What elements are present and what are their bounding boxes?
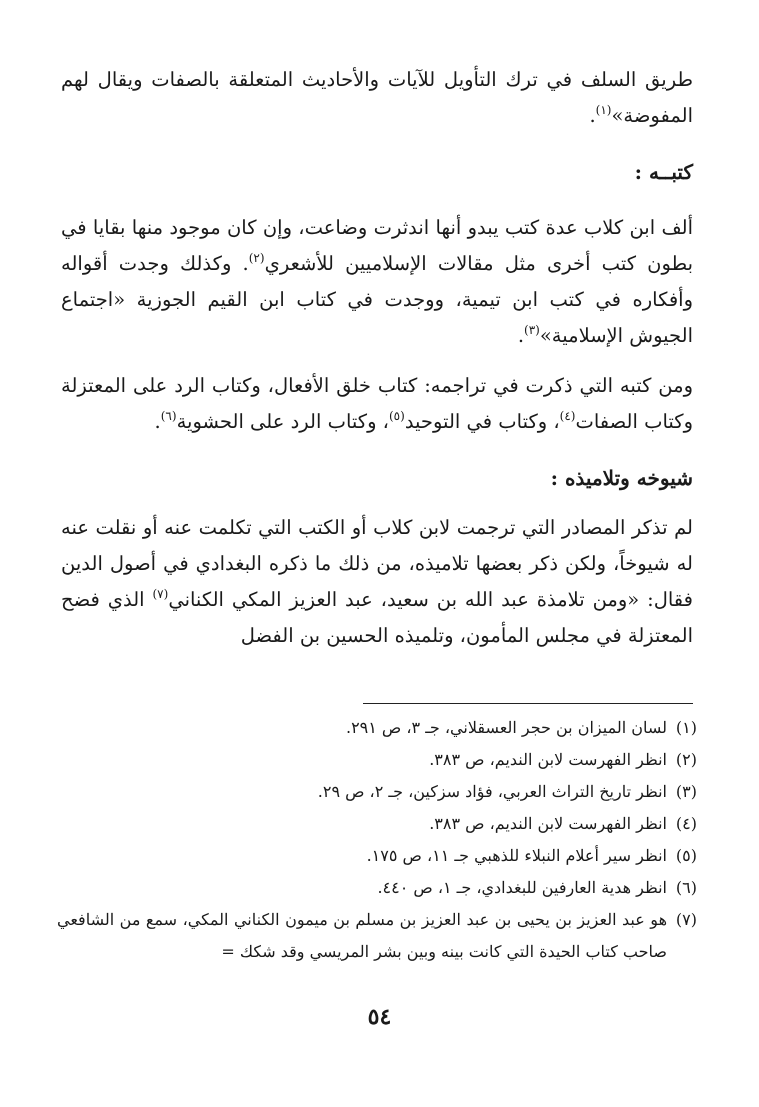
footnote-ref-3: (٣) <box>524 323 540 337</box>
footnote-ref-6: (٦) <box>160 409 177 423</box>
books-2-text-b: ، وكتاب في التوحيد <box>404 410 560 433</box>
teachers-text-a: لم تذكر المصادر التي ترجمت لابن كلاب أو الكتب التي تكلمت عنه أو نقلت عنه له شيوخاً، ولكن ذكر بعضها تلاميذه، من ذلك ما ذكره البغدادي في أصول الدين فقال: «ومن تلامذة عبد الله بن سعيد، عبد العزيز المكي الكناني <box>61 516 693 611</box>
books-1-text-b: . وكذلك وجدت أقواله وأفكاره في كتب ابن تيمية، ووجدت في كتاب ابن القيم الجوزية «اجتماع الجيوش الإسلامية» <box>61 252 693 347</box>
books-1-text-a: ألف ابن كلاب عدة كتب يبدو أنها اندثرت وضاعت، وإن كان موجود منها بقايا في بطون كتب أخرى مثل مقالات الإسلاميين للأشعري <box>61 216 693 275</box>
footnotes-section <box>57 712 697 968</box>
footnote-number: (٤) <box>675 814 697 833</box>
footnote-divider <box>363 703 693 704</box>
intro-text: طريق السلف في ترك التأويل للآيات والأحاديث المتعلقة بالصفات ويقال لهم المفوضة» <box>61 68 693 127</box>
books-2-end: . <box>154 410 161 433</box>
heading-teachers: شيوخه وتلاميذه : <box>550 466 693 490</box>
footnote-ref-7: (٧) <box>152 587 169 601</box>
footnote-ref-5: (٥) <box>388 409 405 423</box>
footnote-ref-2: (٢) <box>248 251 265 265</box>
books-2-text-c: ، وكتاب الرد على الحشوية <box>176 410 389 433</box>
footnote-3 <box>57 776 697 808</box>
footnote-ref-4: (٤) <box>559 409 576 423</box>
footnote-number: (٧) <box>675 910 697 929</box>
footnote-text: انظر الفهرست لابن النديم، ص ٣٨٣. <box>429 814 667 833</box>
footnote-7 <box>57 904 697 968</box>
intro-paragraph <box>61 62 693 134</box>
footnote-text: لسان الميزان بن حجر العسقلاني، جـ ٣، ص ٢٩١. <box>345 718 667 737</box>
heading-books: كتبــه : <box>634 160 693 184</box>
footnote-2 <box>57 744 697 776</box>
books-2-text-a: ومن كتبه التي ذكرت في تراجمه: كتاب خلق الأفعال، وكتاب الرد على المعتزلة وكتاب الصفات <box>61 374 693 433</box>
footnote-text: انظر الفهرست لابن النديم، ص ٣٨٣. <box>429 750 667 769</box>
books-1-end: . <box>517 324 525 347</box>
teachers-text-b: الذي فضح المعتزلة في مجلس المأمون، وتلميذه الحسين بن الفضل <box>61 588 693 647</box>
books-paragraph-1 <box>61 210 693 354</box>
footnote-number: (٢) <box>675 750 697 769</box>
footnote-text: هو عبد العزيز بن يحيى بن عبد العزيز بن مسلم بن ميمون الكناني المكي، سمع من الشافعي صاحب كتاب الحيدة التي كانت بينه وبين بشر المريسي وقد شكك = <box>57 910 667 961</box>
footnote-6 <box>57 872 697 904</box>
footnote-text: انظر هدية العارفين للبغدادي، جـ ١، ص ٤٤٠. <box>377 878 667 897</box>
footnote-text: انظر سير أعلام النبلاء للذهبي جـ ١١، ص ١٧٥. <box>366 846 667 865</box>
footnote-number: (٦) <box>675 878 697 897</box>
footnote-number: (٣) <box>675 782 697 801</box>
teachers-paragraph <box>61 510 693 654</box>
books-paragraph-2 <box>61 368 693 440</box>
main-text <box>61 62 693 654</box>
footnote-number: (١) <box>675 718 697 737</box>
footnote-ref-1: (١) <box>595 103 612 117</box>
footnote-text: انظر تاريخ التراث العربي، فؤاد سزكين، جـ ٢، ص ٢٩. <box>317 782 667 801</box>
page-number: ٥٤ <box>367 1004 392 1030</box>
intro-end: . <box>589 104 596 127</box>
footnote-1 <box>57 712 697 744</box>
footnote-4 <box>57 808 697 840</box>
footnote-5 <box>57 840 697 872</box>
footnote-number: (٥) <box>675 846 697 865</box>
